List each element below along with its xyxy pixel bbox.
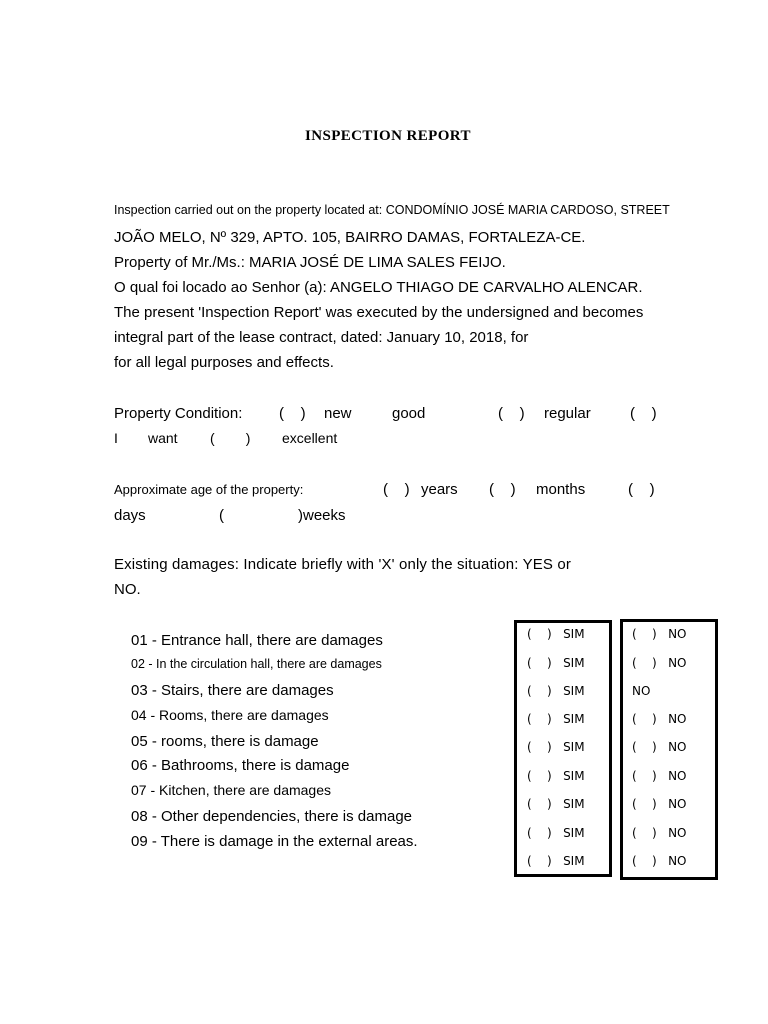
sim-option[interactable]: ( ) SIM	[527, 656, 585, 670]
damage-item: 07 - Kitchen, there are damages	[131, 782, 332, 798]
damage-item: 02 - In the circulation hall, there are damages	[131, 657, 382, 671]
sim-option[interactable]: ( ) SIM	[527, 740, 585, 754]
age-months-label: months	[536, 481, 586, 498]
sim-option[interactable]: ( ) SIM	[527, 826, 585, 840]
intro-line-5: The present 'Inspection Report' was executed by the undersigned and becomes	[114, 304, 644, 321]
no-option[interactable]: ( ) NO	[632, 826, 687, 840]
damage-item: 01 - Entrance hall, there are damages	[131, 632, 383, 649]
intro-line-4: O qual foi locado ao Senhor (a): ANGELO THIAGO DE CARVALHO ALENCAR.	[114, 279, 643, 296]
age-days-label: days	[114, 507, 146, 524]
damage-item: 09 - There is damage in the external areas.	[131, 833, 418, 850]
sim-option[interactable]: ( ) SIM	[527, 712, 585, 726]
no-option[interactable]: NO	[632, 684, 651, 698]
damages-instruction-line-1: Existing damages: Indicate briefly with 'X' only the situation: YES or	[114, 556, 572, 573]
condition-want-label: want	[148, 430, 178, 446]
intro-line-1: Inspection carried out on the property located at: CONDOMÍNIO JOSÉ MARIA CARDOSO, STREET	[114, 203, 670, 217]
intro-line-3: Property of Mr./Ms.: MARIA JOSÉ DE LIMA SALES FEIJO.	[114, 254, 506, 271]
no-option[interactable]: ( ) NO	[632, 797, 687, 811]
damages-instruction-line-2: NO.	[114, 581, 141, 598]
damage-item: 03 - Stairs, there are damages	[131, 682, 334, 699]
sim-option[interactable]: ( ) SIM	[527, 769, 585, 783]
age-label: Approximate age of the property:	[114, 482, 304, 497]
sim-option[interactable]: ( ) SIM	[527, 797, 585, 811]
no-option[interactable]: ( ) NO	[632, 854, 687, 868]
sim-option[interactable]: ( ) SIM	[527, 684, 585, 698]
no-option[interactable]: ( ) NO	[632, 712, 687, 726]
no-option[interactable]: ( ) NO	[632, 627, 687, 641]
page-title: INSPECTION REPORT	[305, 128, 471, 144]
age-years-checkbox[interactable]: ( )	[383, 481, 410, 498]
no-option[interactable]: ( ) NO	[632, 740, 687, 754]
condition-regular-label: regular	[544, 405, 591, 422]
condition-regular-checkbox[interactable]: ( )	[498, 405, 525, 422]
damage-item: 05 - rooms, there is damage	[131, 733, 319, 750]
condition-new-checkbox[interactable]: ( )	[279, 405, 306, 422]
condition-excellent-label: excellent	[282, 430, 338, 446]
age-months-checkbox[interactable]: ( )	[489, 481, 516, 498]
sim-option[interactable]: ( ) SIM	[527, 854, 585, 868]
intro-line-2: JOÃO MELO, Nº 329, APTO. 105, BAIRRO DAMAS, FORTALEZA-CE.	[114, 229, 586, 246]
intro-line-6: integral part of the lease contract, dated: January 10, 2018, for	[114, 329, 529, 346]
no-option[interactable]: ( ) NO	[632, 769, 687, 783]
sim-option[interactable]: ( ) SIM	[527, 627, 585, 641]
damage-item: 04 - Rooms, there are damages	[131, 707, 329, 723]
age-weeks-open-paren[interactable]: (	[219, 507, 224, 524]
age-weeks-label: )weeks	[298, 507, 346, 524]
age-years-label: years	[421, 481, 458, 498]
condition-label: Property Condition:	[114, 405, 243, 422]
age-days-checkbox[interactable]: ( )	[628, 481, 655, 498]
condition-good-label: good	[392, 405, 426, 422]
condition-excellent-checkbox[interactable]: ( )	[210, 430, 251, 446]
condition-new-label: new	[324, 405, 352, 422]
intro-line-7: for all legal purposes and effects.	[114, 354, 334, 371]
no-option[interactable]: ( ) NO	[632, 656, 687, 670]
condition-i-label: I	[114, 430, 118, 446]
condition-extra-checkbox[interactable]: ( )	[630, 405, 657, 422]
damage-item: 08 - Other dependencies, there is damage	[131, 808, 413, 825]
damage-item: 06 - Bathrooms, there is damage	[131, 757, 350, 774]
